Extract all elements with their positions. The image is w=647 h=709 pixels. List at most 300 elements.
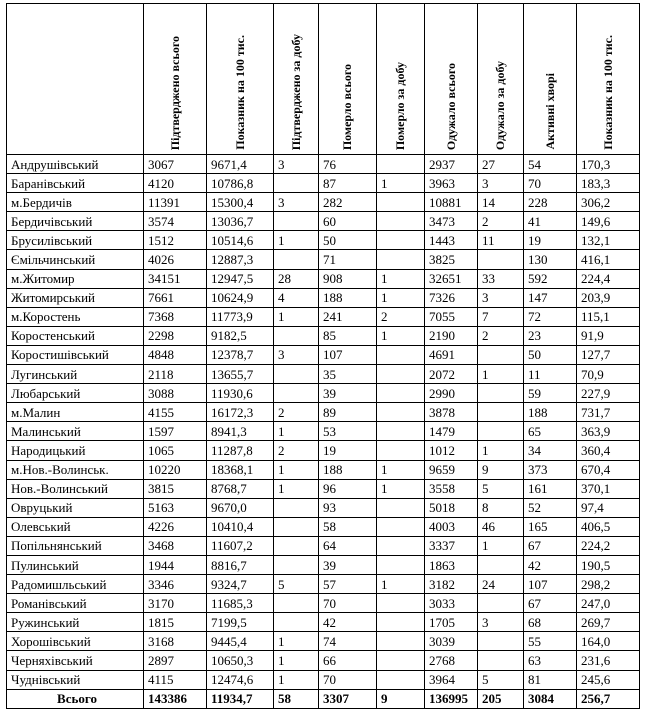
total-recovered-total: 136995 <box>425 689 478 708</box>
cell-deaths-daily <box>377 384 425 403</box>
cell-recovered-total: 1443 <box>425 231 478 250</box>
cell-active-rate-per-100k: 298,2 <box>577 575 640 594</box>
cell-deaths-daily <box>377 193 425 212</box>
cell-confirmed-total: 3067 <box>144 155 207 174</box>
cell-recovered-total: 1012 <box>425 441 478 460</box>
cell-recovered-total: 7326 <box>425 288 478 307</box>
cell-recovered-total: 2072 <box>425 365 478 384</box>
cell-recovered-total: 3964 <box>425 670 478 689</box>
cell-recovered-total: 1863 <box>425 555 478 574</box>
table-row <box>7 575 640 594</box>
table-row <box>7 517 640 536</box>
cell-active-rate-per-100k: 406,5 <box>577 517 640 536</box>
header-deaths-total <box>319 4 377 155</box>
cell-deaths-daily: 1 <box>377 288 425 307</box>
cell-confirmed-total: 3346 <box>144 575 207 594</box>
cell-deaths-total: 85 <box>319 326 377 345</box>
cell-confirmed-total: 34151 <box>144 269 207 288</box>
cell-active-cases: 59 <box>524 384 577 403</box>
cell-deaths-total: 57 <box>319 575 377 594</box>
cell-rate-per-100k: 9671,4 <box>207 155 274 174</box>
total-confirmed-total: 143386 <box>144 689 207 708</box>
cell-district: Ємільчинський <box>7 250 144 269</box>
cell-confirmed-total: 11391 <box>144 193 207 212</box>
cell-confirmed-daily <box>274 250 319 269</box>
cell-deaths-daily <box>377 517 425 536</box>
cell-recovered-total: 3039 <box>425 632 478 651</box>
cell-rate-per-100k: 9324,7 <box>207 575 274 594</box>
cell-recovered-daily: 5 <box>478 479 524 498</box>
cell-deaths-daily <box>377 651 425 670</box>
cell-deaths-total: 39 <box>319 384 377 403</box>
cell-deaths-total: 188 <box>319 460 377 479</box>
cell-confirmed-daily <box>274 594 319 613</box>
table-row <box>7 174 640 193</box>
cell-deaths-total: 93 <box>319 498 377 517</box>
cell-confirmed-total: 4848 <box>144 345 207 364</box>
cell-deaths-daily <box>377 422 425 441</box>
cell-rate-per-100k: 9182,5 <box>207 326 274 345</box>
table-row <box>7 479 640 498</box>
cell-deaths-daily <box>377 250 425 269</box>
cell-rate-per-100k: 12947,5 <box>207 269 274 288</box>
cell-active-rate-per-100k: 731,7 <box>577 403 640 422</box>
cell-confirmed-total: 2118 <box>144 365 207 384</box>
cell-active-cases: 68 <box>524 613 577 632</box>
cell-recovered-total: 4691 <box>425 345 478 364</box>
cell-deaths-total: 74 <box>319 632 377 651</box>
cell-district: Чуднівський <box>7 670 144 689</box>
header-district <box>7 4 144 155</box>
cell-rate-per-100k: 13655,7 <box>207 365 274 384</box>
cell-district: м.Бердичів <box>7 193 144 212</box>
cell-recovered-daily: 1 <box>478 536 524 555</box>
cell-active-rate-per-100k: 132,1 <box>577 231 640 250</box>
cell-active-cases: 165 <box>524 517 577 536</box>
header-label: Показник на 100 тис. <box>600 35 615 150</box>
header-label: Померло всього <box>340 63 354 150</box>
total-deaths-total: 3307 <box>319 689 377 708</box>
cell-district: Олевський <box>7 517 144 536</box>
cell-recovered-daily <box>478 594 524 613</box>
cell-deaths-daily: 2 <box>377 307 425 326</box>
cell-recovered-total: 3337 <box>425 536 478 555</box>
cell-confirmed-total: 1512 <box>144 231 207 250</box>
cell-rate-per-100k: 9670,0 <box>207 498 274 517</box>
cell-active-rate-per-100k: 231,6 <box>577 651 640 670</box>
header-label: Одужало за добу <box>493 60 507 150</box>
cell-deaths-total: 908 <box>319 269 377 288</box>
cell-active-cases: 63 <box>524 651 577 670</box>
cell-confirmed-total: 2298 <box>144 326 207 345</box>
cell-deaths-total: 50 <box>319 231 377 250</box>
cell-deaths-total: 53 <box>319 422 377 441</box>
cell-recovered-daily <box>478 345 524 364</box>
cell-recovered-total: 32651 <box>425 269 478 288</box>
cell-confirmed-total: 2897 <box>144 651 207 670</box>
cell-deaths-daily: 1 <box>377 479 425 498</box>
header-recovered-total <box>425 4 478 155</box>
total-rate-per-100k: 11934,7 <box>207 689 274 708</box>
cell-recovered-total: 3033 <box>425 594 478 613</box>
cell-active-rate-per-100k: 97,4 <box>577 498 640 517</box>
cell-deaths-daily <box>377 594 425 613</box>
cell-deaths-daily <box>377 670 425 689</box>
cell-deaths-total: 60 <box>319 212 377 231</box>
cell-district: Баранівський <box>7 174 144 193</box>
cell-recovered-daily <box>478 403 524 422</box>
cell-deaths-daily: 1 <box>377 326 425 345</box>
cell-rate-per-100k: 10410,4 <box>207 517 274 536</box>
cell-deaths-daily <box>377 555 425 574</box>
cell-confirmed-total: 3170 <box>144 594 207 613</box>
cell-recovered-daily: 9 <box>478 460 524 479</box>
cell-confirmed-daily <box>274 365 319 384</box>
cell-recovered-daily: 3 <box>478 174 524 193</box>
cell-deaths-daily <box>377 365 425 384</box>
cell-recovered-total: 7055 <box>425 307 478 326</box>
cell-deaths-daily <box>377 345 425 364</box>
cell-recovered-total: 2937 <box>425 155 478 174</box>
table-row <box>7 536 640 555</box>
header-active-rate-per-100k <box>577 4 640 155</box>
cell-active-cases: 23 <box>524 326 577 345</box>
cell-confirmed-total: 4120 <box>144 174 207 193</box>
cell-recovered-daily: 2 <box>478 212 524 231</box>
total-row <box>7 689 640 708</box>
cell-active-rate-per-100k: 183,3 <box>577 174 640 193</box>
header-label: Показник на 100 тис. <box>232 35 247 150</box>
cell-deaths-daily: 1 <box>377 269 425 288</box>
cell-active-rate-per-100k: 149,6 <box>577 212 640 231</box>
cell-deaths-total: 19 <box>319 441 377 460</box>
cell-recovered-daily: 5 <box>478 670 524 689</box>
cell-active-rate-per-100k: 170,3 <box>577 155 640 174</box>
cell-active-cases: 54 <box>524 155 577 174</box>
cell-rate-per-100k: 12378,7 <box>207 345 274 364</box>
cell-recovered-daily: 8 <box>478 498 524 517</box>
cell-recovered-daily: 3 <box>478 613 524 632</box>
cell-recovered-total: 3825 <box>425 250 478 269</box>
cell-recovered-daily <box>478 384 524 403</box>
table-header <box>7 4 640 155</box>
header-confirmed-daily <box>274 4 319 155</box>
cell-active-cases: 592 <box>524 269 577 288</box>
cell-recovered-total: 10881 <box>425 193 478 212</box>
cell-deaths-total: 188 <box>319 288 377 307</box>
cell-active-cases: 107 <box>524 575 577 594</box>
total-recovered-daily: 205 <box>478 689 524 708</box>
cell-active-cases: 34 <box>524 441 577 460</box>
cell-confirmed-total: 3815 <box>144 479 207 498</box>
table-row <box>7 441 640 460</box>
cell-active-cases: 81 <box>524 670 577 689</box>
cell-district: Радомишльський <box>7 575 144 594</box>
cell-active-rate-per-100k: 227,9 <box>577 384 640 403</box>
cell-active-rate-per-100k: 91,9 <box>577 326 640 345</box>
cell-confirmed-daily <box>274 555 319 574</box>
table-row <box>7 594 640 613</box>
cell-deaths-daily <box>377 212 425 231</box>
cell-confirmed-total: 3088 <box>144 384 207 403</box>
cell-rate-per-100k: 16172,3 <box>207 403 274 422</box>
cell-confirmed-daily <box>274 498 319 517</box>
cell-active-cases: 11 <box>524 365 577 384</box>
cell-district: Брусилівський <box>7 231 144 250</box>
covid-stats-table <box>6 3 640 709</box>
cell-deaths-total: 107 <box>319 345 377 364</box>
cell-active-rate-per-100k: 164,0 <box>577 632 640 651</box>
cell-confirmed-total: 4115 <box>144 670 207 689</box>
cell-district: Лугинський <box>7 365 144 384</box>
cell-deaths-total: 35 <box>319 365 377 384</box>
cell-rate-per-100k: 9445,4 <box>207 632 274 651</box>
cell-district: Бердичівський <box>7 212 144 231</box>
cell-confirmed-daily: 5 <box>274 575 319 594</box>
header-confirmed-total <box>144 4 207 155</box>
cell-confirmed-daily: 3 <box>274 155 319 174</box>
cell-confirmed-total: 10220 <box>144 460 207 479</box>
cell-recovered-daily: 11 <box>478 231 524 250</box>
cell-recovered-daily: 7 <box>478 307 524 326</box>
cell-recovered-total: 3878 <box>425 403 478 422</box>
header-active-cases <box>524 4 577 155</box>
total-confirmed-daily: 58 <box>274 689 319 708</box>
cell-rate-per-100k: 10786,8 <box>207 174 274 193</box>
cell-district: Андрушівський <box>7 155 144 174</box>
cell-active-cases: 228 <box>524 193 577 212</box>
cell-rate-per-100k: 13036,7 <box>207 212 274 231</box>
header-deaths-daily <box>377 4 425 155</box>
cell-active-rate-per-100k: 127,7 <box>577 345 640 364</box>
cell-active-rate-per-100k: 190,5 <box>577 555 640 574</box>
cell-deaths-total: 96 <box>319 479 377 498</box>
cell-active-rate-per-100k: 306,2 <box>577 193 640 212</box>
table-row <box>7 212 640 231</box>
cell-active-rate-per-100k: 247,0 <box>577 594 640 613</box>
cell-confirmed-total: 7368 <box>144 307 207 326</box>
cell-district: м.Житомир <box>7 269 144 288</box>
cell-active-rate-per-100k: 70,9 <box>577 365 640 384</box>
cell-active-cases: 373 <box>524 460 577 479</box>
cell-recovered-total: 3182 <box>425 575 478 594</box>
cell-active-cases: 70 <box>524 174 577 193</box>
cell-confirmed-daily <box>274 517 319 536</box>
cell-rate-per-100k: 11930,6 <box>207 384 274 403</box>
table-row <box>7 632 640 651</box>
cell-deaths-total: 70 <box>319 670 377 689</box>
cell-confirmed-total: 3574 <box>144 212 207 231</box>
cell-deaths-total: 241 <box>319 307 377 326</box>
cell-confirmed-daily: 2 <box>274 403 319 422</box>
cell-active-rate-per-100k: 370,1 <box>577 479 640 498</box>
header-label: Одужало всього <box>443 62 458 150</box>
cell-confirmed-daily <box>274 384 319 403</box>
cell-deaths-daily: 1 <box>377 575 425 594</box>
cell-active-rate-per-100k: 224,4 <box>577 269 640 288</box>
cell-confirmed-total: 1815 <box>144 613 207 632</box>
cell-confirmed-daily <box>274 613 319 632</box>
cell-rate-per-100k: 7199,5 <box>207 613 274 632</box>
cell-recovered-daily <box>478 555 524 574</box>
table-body <box>7 155 640 690</box>
cell-deaths-total: 76 <box>319 155 377 174</box>
cell-district: м.Малин <box>7 403 144 422</box>
cell-active-cases: 67 <box>524 536 577 555</box>
cell-deaths-total: 87 <box>319 174 377 193</box>
cell-rate-per-100k: 11773,9 <box>207 307 274 326</box>
table-row <box>7 670 640 689</box>
cell-recovered-total: 2768 <box>425 651 478 670</box>
cell-confirmed-total: 1597 <box>144 422 207 441</box>
cell-active-cases: 50 <box>524 345 577 364</box>
cell-deaths-daily <box>377 632 425 651</box>
cell-recovered-total: 4003 <box>425 517 478 536</box>
cell-confirmed-daily <box>274 536 319 555</box>
cell-recovered-daily: 46 <box>478 517 524 536</box>
table-row <box>7 613 640 632</box>
header-label: Померло за добу <box>393 61 407 150</box>
cell-district: Попільнянський <box>7 536 144 555</box>
cell-deaths-daily: 1 <box>377 460 425 479</box>
cell-confirmed-daily: 4 <box>274 288 319 307</box>
cell-confirmed-total: 3168 <box>144 632 207 651</box>
cell-recovered-daily: 14 <box>478 193 524 212</box>
cell-confirmed-daily: 1 <box>274 422 319 441</box>
cell-district: Ружинський <box>7 613 144 632</box>
cell-deaths-total: 58 <box>319 517 377 536</box>
cell-recovered-total: 5018 <box>425 498 478 517</box>
table-row <box>7 326 640 345</box>
cell-confirmed-total: 4226 <box>144 517 207 536</box>
cell-active-cases: 42 <box>524 555 577 574</box>
cell-rate-per-100k: 8768,7 <box>207 479 274 498</box>
cell-active-rate-per-100k: 360,4 <box>577 441 640 460</box>
cell-confirmed-total: 4155 <box>144 403 207 422</box>
cell-district: Овруцький <box>7 498 144 517</box>
cell-confirmed-daily: 2 <box>274 441 319 460</box>
cell-recovered-total: 3963 <box>425 174 478 193</box>
cell-recovered-daily: 3 <box>478 288 524 307</box>
table-row <box>7 307 640 326</box>
cell-rate-per-100k: 8816,7 <box>207 555 274 574</box>
table-row <box>7 651 640 670</box>
cell-district: Малинський <box>7 422 144 441</box>
cell-confirmed-total: 7661 <box>144 288 207 307</box>
cell-confirmed-total: 5163 <box>144 498 207 517</box>
cell-deaths-daily <box>377 403 425 422</box>
cell-district: Хорошівський <box>7 632 144 651</box>
cell-rate-per-100k: 11287,8 <box>207 441 274 460</box>
table-row <box>7 345 640 364</box>
cell-rate-per-100k: 18368,1 <box>207 460 274 479</box>
table-footer <box>7 689 640 708</box>
cell-confirmed-total: 4026 <box>144 250 207 269</box>
cell-rate-per-100k: 8941,3 <box>207 422 274 441</box>
table-row <box>7 155 640 174</box>
cell-active-rate-per-100k: 245,6 <box>577 670 640 689</box>
cell-deaths-daily: 1 <box>377 174 425 193</box>
cell-confirmed-total: 1065 <box>144 441 207 460</box>
cell-recovered-daily: 24 <box>478 575 524 594</box>
cell-district: м.Нов.-Волинськ. <box>7 460 144 479</box>
cell-active-cases: 72 <box>524 307 577 326</box>
cell-active-cases: 188 <box>524 403 577 422</box>
cell-confirmed-total: 3468 <box>144 536 207 555</box>
cell-recovered-daily <box>478 422 524 441</box>
cell-deaths-total: 66 <box>319 651 377 670</box>
cell-confirmed-daily: 3 <box>274 345 319 364</box>
header-recovered-daily <box>478 4 524 155</box>
cell-active-cases: 55 <box>524 632 577 651</box>
table-row <box>7 365 640 384</box>
cell-recovered-daily: 33 <box>478 269 524 288</box>
table-row <box>7 193 640 212</box>
cell-active-rate-per-100k: 203,9 <box>577 288 640 307</box>
cell-active-rate-per-100k: 416,1 <box>577 250 640 269</box>
table-row <box>7 288 640 307</box>
cell-deaths-total: 42 <box>319 613 377 632</box>
total-active-rate-per-100k: 256,7 <box>577 689 640 708</box>
cell-rate-per-100k: 12887,3 <box>207 250 274 269</box>
cell-active-cases: 41 <box>524 212 577 231</box>
cell-confirmed-daily <box>274 326 319 345</box>
cell-rate-per-100k: 12474,6 <box>207 670 274 689</box>
cell-rate-per-100k: 10514,6 <box>207 231 274 250</box>
cell-active-cases: 67 <box>524 594 577 613</box>
cell-confirmed-daily <box>274 174 319 193</box>
table-row <box>7 460 640 479</box>
cell-district: Народицький <box>7 441 144 460</box>
cell-district: Пулинський <box>7 555 144 574</box>
cell-recovered-total: 1705 <box>425 613 478 632</box>
cell-active-rate-per-100k: 670,4 <box>577 460 640 479</box>
cell-active-rate-per-100k: 269,7 <box>577 613 640 632</box>
cell-rate-per-100k: 15300,4 <box>207 193 274 212</box>
cell-district: Коростишівський <box>7 345 144 364</box>
cell-recovered-total: 9659 <box>425 460 478 479</box>
table-row <box>7 498 640 517</box>
cell-deaths-daily <box>377 231 425 250</box>
cell-rate-per-100k: 10624,9 <box>207 288 274 307</box>
cell-confirmed-daily: 1 <box>274 651 319 670</box>
cell-confirmed-daily: 3 <box>274 193 319 212</box>
table-row <box>7 384 640 403</box>
cell-deaths-total: 71 <box>319 250 377 269</box>
header-rate-per-100k <box>207 4 274 155</box>
cell-recovered-total: 2190 <box>425 326 478 345</box>
cell-confirmed-daily: 1 <box>274 307 319 326</box>
table-row <box>7 269 640 288</box>
header-label: Підтверджено всього <box>167 35 182 150</box>
cell-confirmed-daily: 1 <box>274 632 319 651</box>
cell-recovered-daily: 27 <box>478 155 524 174</box>
cell-deaths-total: 70 <box>319 594 377 613</box>
total-active-cases: 3084 <box>524 689 577 708</box>
cell-recovered-daily: 1 <box>478 441 524 460</box>
cell-deaths-daily <box>377 441 425 460</box>
cell-deaths-daily <box>377 536 425 555</box>
total-deaths-daily: 9 <box>377 689 425 708</box>
cell-recovered-total: 3473 <box>425 212 478 231</box>
cell-confirmed-total: 1944 <box>144 555 207 574</box>
header-label: Підтверджено за добу <box>288 33 303 150</box>
cell-active-cases: 147 <box>524 288 577 307</box>
cell-active-cases: 130 <box>524 250 577 269</box>
cell-confirmed-daily: 1 <box>274 479 319 498</box>
table-row <box>7 422 640 441</box>
table-row <box>7 250 640 269</box>
